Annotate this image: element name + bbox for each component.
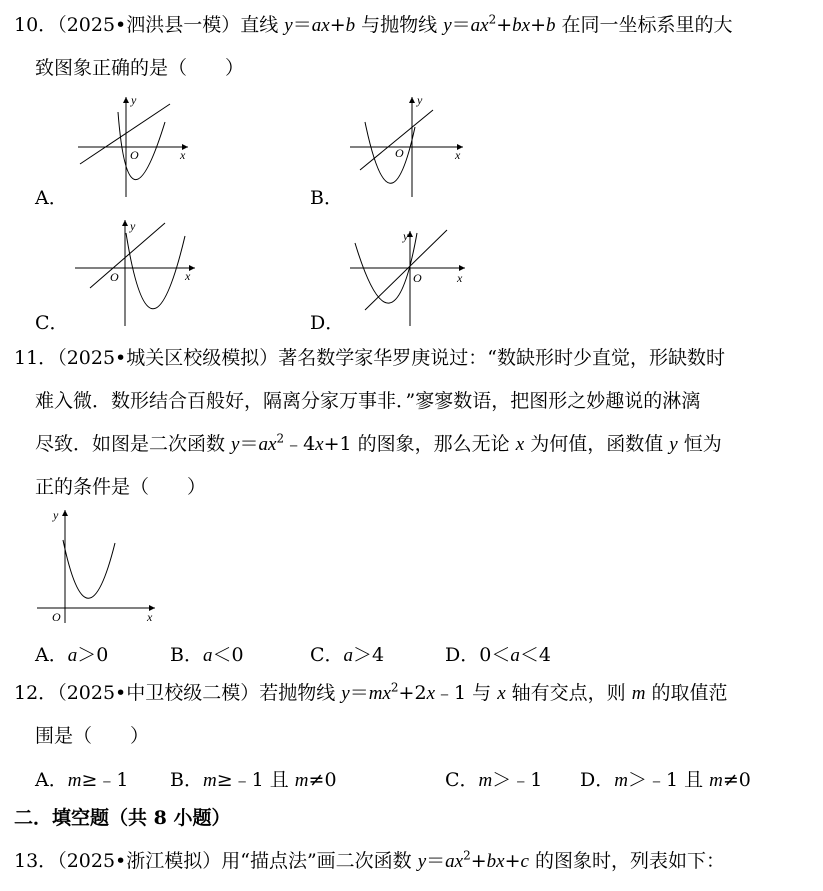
q10-b-y-label: y xyxy=(417,93,423,107)
q11-option-a-letter: A． xyxy=(35,644,68,666)
q11-option-b[interactable]: B．a＜0 xyxy=(170,644,244,666)
q10-b-x-label: x xyxy=(455,148,461,162)
q11-line1 xyxy=(14,345,725,371)
q10-graph-d xyxy=(345,228,475,328)
q12-source: （2025•中卫校级二模） xyxy=(57,682,260,704)
section-heading: 二．填空题（共 8 小题） xyxy=(14,807,231,829)
q10-text-2: 与抛物线 xyxy=(355,14,444,36)
q11-line4: 正的条件是（ ） xyxy=(35,476,207,498)
q11-x-label: x xyxy=(147,610,153,624)
q12-number: 12． xyxy=(14,682,58,704)
q10-text-3: 在同一坐标系里的大 xyxy=(555,14,733,36)
q10-number: 10． xyxy=(14,14,58,36)
q12-option-d[interactable]: D．m＞﹣1 且 m≠0 xyxy=(580,769,751,791)
q11-option-d[interactable]: D．0＜a＜4 xyxy=(445,644,551,666)
q11-origin: O xyxy=(52,610,61,624)
q12-option-a[interactable]: A．m≥﹣1 xyxy=(35,769,129,791)
q10-b-origin: O xyxy=(395,146,404,160)
q10-c-x-label: x xyxy=(185,269,191,283)
q11-text: 著名数学家华罗庚说过：“数缺形时少直觉，形缺数时 xyxy=(278,347,725,369)
q10-option-d[interactable]: D． xyxy=(310,312,345,334)
q10-option-c[interactable]: C． xyxy=(35,312,69,334)
q12-text-3: 轴有交点，则 xyxy=(505,682,632,704)
q10-option-b[interactable]: B． xyxy=(310,187,343,209)
q10-option-a[interactable]: A． xyxy=(35,187,68,209)
q12-text: 若抛物线 xyxy=(259,682,342,704)
q10-text: 直线 xyxy=(240,14,285,36)
q10-graph-c xyxy=(70,218,200,328)
q12-option-a-letter: A． xyxy=(35,769,68,791)
q10-c-origin: O xyxy=(110,270,119,284)
q11-line2: 难入微．数形结合百般好，隔离分家万事非．”寥寥数语，把图形之妙趣说的淋漓 xyxy=(35,390,701,412)
q10-d-x-label: x xyxy=(457,271,463,285)
q11-option-c-letter: C． xyxy=(310,644,344,666)
q10-d-y-label: y xyxy=(403,229,409,243)
q11-number: 11． xyxy=(14,347,58,369)
q13-text-2: 的图象时，列表如下： xyxy=(528,850,726,872)
q13-source: （2025•浙江模拟） xyxy=(57,850,222,872)
q10-source: （2025•泗洪县一模） xyxy=(57,14,241,36)
q11-line3: 尽致．如图是二次函数 $y=ax^2﹣4x+1$ 的图象，那么无论 x 为何值，函数值 y 恒为 xyxy=(35,431,722,455)
q11-source: （2025•城关区校级模拟） xyxy=(57,347,279,369)
q13-line1: 13．（2025•浙江模拟）用“描点法”画二次函数 $y=ax^2+bx+c$ 的图象时，列表如下： xyxy=(14,848,726,872)
q12-line1: 12．（2025•中卫校级二模）若抛物线 $y=mx^2+2x﹣1$ 与 x 轴有交点，则 m 的取值范 xyxy=(14,680,728,704)
q11-option-c[interactable]: C．a＞4 xyxy=(310,644,385,666)
q12-option-c-letter: C． xyxy=(445,769,479,791)
q10-c-y-label: y xyxy=(130,219,136,233)
q11-option-a[interactable]: A．a＞0 xyxy=(35,644,109,666)
q12-text-2: 与 xyxy=(466,682,498,704)
q10-graph-b xyxy=(345,92,475,202)
q13-number: 13． xyxy=(14,850,58,872)
q10-a-x-label: x xyxy=(180,148,186,162)
q12-option-b[interactable]: B．m≥﹣1 且 m≠0 xyxy=(170,769,337,791)
q11-option-b-letter: B． xyxy=(170,644,203,666)
q11-line3-text-a: 尽致．如图是二次函数 xyxy=(35,433,232,455)
q11-line3-text-b: 的图象，那么无论 xyxy=(351,433,516,455)
q13-text: 用“描点法”画二次函数 xyxy=(221,850,418,872)
q10-line1: 10．（2025•泗洪县一模）直线 y＝ax+b 与抛物线 $y=ax^2+bx+b$ 在同一坐标系里的大 xyxy=(14,12,733,36)
q11-line3-text-d: 恒为 xyxy=(677,433,722,455)
q11-option-d-letter: D． xyxy=(445,644,480,666)
q12-option-b-letter: B． xyxy=(170,769,203,791)
q12-option-d-letter: D． xyxy=(580,769,615,791)
q11-line3-text-c: 为何值，函数值 xyxy=(524,433,670,455)
q10-a-y-label: y xyxy=(131,93,137,107)
q12-option-c[interactable]: C．m＞﹣1 xyxy=(445,769,543,791)
q10-graph-a xyxy=(70,92,200,202)
q12-text-4: 的取值范 xyxy=(645,682,728,704)
q11-graph xyxy=(35,505,165,625)
q10-a-origin: O xyxy=(130,148,139,162)
q10-line2: 致图象正确的是（ ） xyxy=(35,57,245,79)
q10-d-origin: O xyxy=(413,271,422,285)
q11-y-label: y xyxy=(53,508,59,522)
q12-line2: 围是（ ） xyxy=(35,725,150,747)
